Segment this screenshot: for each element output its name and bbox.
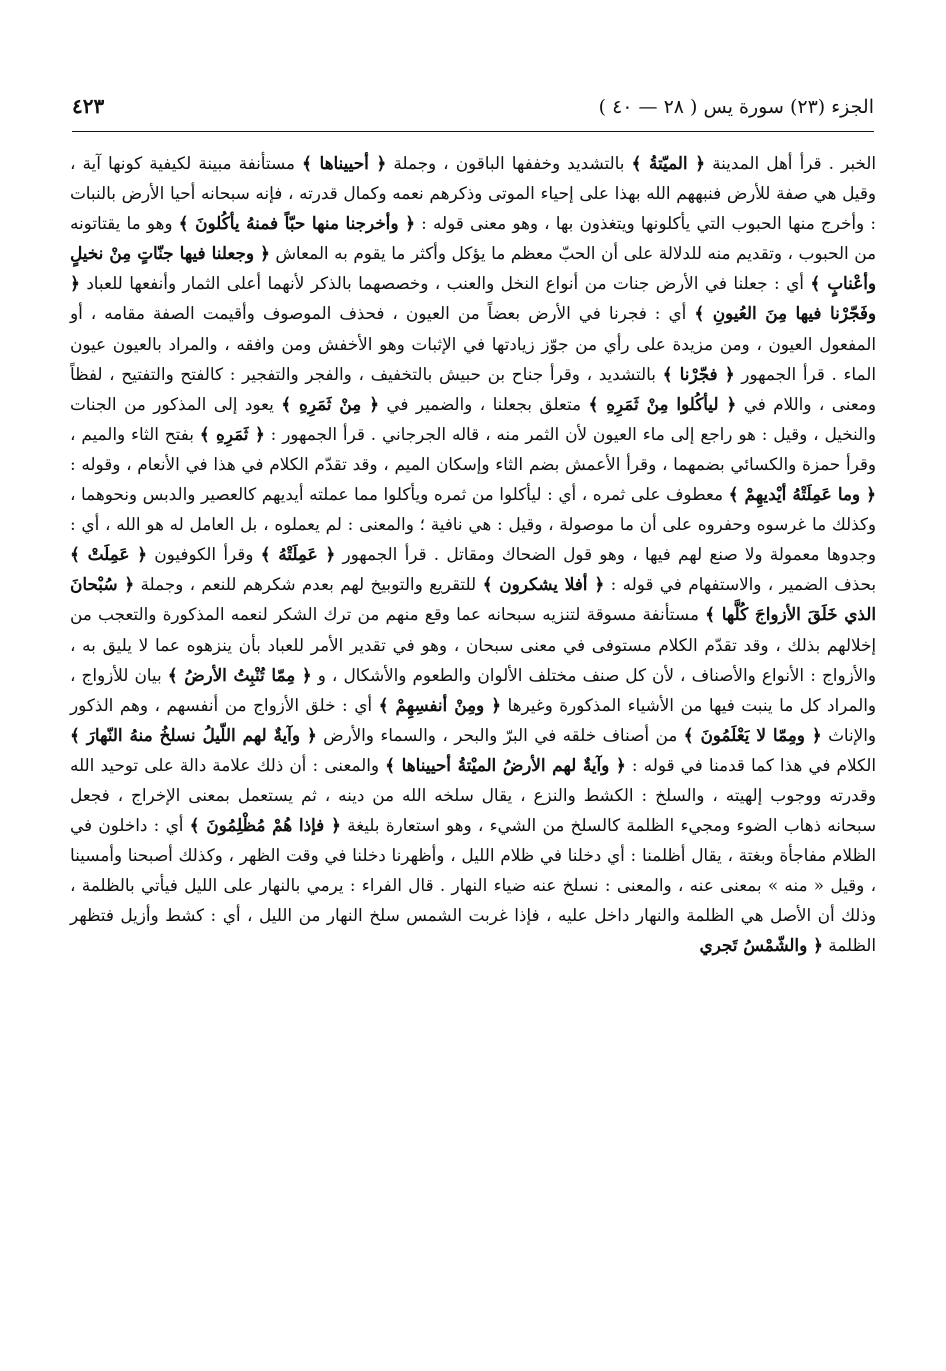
quran-quote: ﴿ وفَجّرْنا فيها مِنَ العُيونِ ﴾	[70, 273, 877, 324]
commentary-text: من أصناف خلقه في البرّ والبحر ، والسماء والأرض	[316, 724, 684, 745]
commentary-text: بالتشديد وخففها الباقون ، وجملة	[386, 153, 632, 173]
commentary-text: يعود إلى المذكور من الجنات والنخيل ، وقيل : هو راجع إلى ماء العيون لأن الثمر منه ، قاله الجرجاني . قرأ الجمهور :	[70, 393, 876, 444]
header-rule	[72, 131, 874, 132]
page-number: ٤٢٣	[72, 94, 105, 118]
commentary-text: الكلام في هذا كما قدمنا في قوله :	[625, 754, 876, 775]
quran-quote: ﴿ ومِنْ أنفسِهِمْ ﴾	[378, 694, 501, 715]
commentary-text: متعلق بجعلنا ، والضمير في	[378, 393, 589, 414]
quran-quote: ﴿ عَمِلَتْ ﴾	[70, 544, 147, 565]
body-text	[70, 148, 876, 961]
quran-quote: ﴿ فإذا هُمْ مُظْلِمُونَ ﴾	[189, 815, 341, 836]
commentary-text: أي : جعلنا في الأرض جنات من أنواع النخل والعنب ، وخصصهما بالذكر لأنهما أعلى الثمار وأنفعها للعباد	[79, 273, 811, 294]
quran-quote: ﴿ ومِمّا لا يَعْلَمُونَ ﴾	[683, 724, 822, 745]
quran-quote: ﴿ والشّمْسُ تَجري	[699, 935, 823, 956]
commentary-text: الخبر . قرأ أهل المدينة	[705, 153, 876, 173]
quran-quote: ﴿ الميّتةُ ﴾	[631, 153, 706, 173]
quran-quote: ﴿ وآيةٌ لهم الأرضُ الميْتةُ أحييناها ﴾	[385, 754, 626, 775]
commentary-text: والمعنى : أن ذلك علامة دالة على توحيد الله وقدرته ووجوب إلهيته ، والسلخ : الكشط والنزع ، يقال سلخه الله من دينه ، ثم يستعمل بمعنى الإخراج ، فجعل سبحانه ذهاب الضوء ومجيء الظلمة كالسلخ من الشيء ، وهو استعارة بليغة	[70, 754, 876, 836]
quran-quote: ﴿ سُبْحانَ الذي خَلَقَ الأزواجَ كُلَّها ﴾	[70, 574, 876, 625]
commentary-text: بفتح الثاء والميم ، وقرأ حمزة والكسائي بضمهما ، وقرأ الأعمش بضم الثاء وإسكان الميم ، وقد تقدّم الكلام في هذا في الأنعام ، وقوله :	[70, 423, 876, 474]
commentary-text: وهو ما يقتاتونه من الحبوب ، وتقديم منه للدلالة على أن الحبّ معظم ما يؤكل وأكثر ما يقوم به المعاش	[70, 213, 876, 264]
commentary-text: مستأنفة مبينة لكيفية كونها آية ، وقيل هي صفة للأرض فنبههم الله بهذا على إحياء الموتى وذكرهم نعمه وكمال قدرته ، فإنه سبحانه أحيا الأرض بالنبات : وأخرج منها الحبوب التي يأكلونها ويتغذون بها ، وهو معنى قوله :	[70, 153, 876, 234]
quran-quote: ﴿ أحييناها ﴾	[302, 153, 387, 173]
quran-quote: ﴿ وما عَمِلَتْهُ أيْديهِمْ ﴾	[728, 484, 876, 505]
quran-quote: ﴿ مِنْ ثَمَرِهِ ﴾	[281, 393, 379, 414]
commentary-text: أي : فجرنا في الأرض بعضاً من العيون ، فحذف الموصوف وأقيمت الصفة مقامه ، أو المفعول العيون ، ومن مزيدة على رأي من جوّز زيادتها في الإثبات وهو الأخفش ومن وافقه ، والمراد بالعيون عيون الماء . قرأ الجمهور	[70, 303, 876, 384]
running-header-title: الجزء (٢٣) سورة يس ( ٢٨ — ٤٠ )	[598, 96, 874, 118]
quran-quote: ﴿ ليأكُلوا مِنْ ثَمَرِهِ ﴾	[588, 393, 737, 414]
commentary-text: وقرأ الكوفيون	[146, 544, 261, 565]
commentary-text: بالتشديد ، وقرأ جناح بن حبيش بالتخفيف ، والفجر والتفجير : كالفتح والتفتيح ، لفظاً ومعنى ، واللام في	[70, 363, 876, 414]
page-header	[72, 84, 874, 132]
commentary-text: أي : خلق الأزواج من أنفسهم ، وهم الذكور والإناث	[70, 694, 876, 745]
quran-quote: ﴿ فجّرْنا ﴾	[662, 363, 735, 384]
quran-quote: ﴿ مِمّا تُنْبِتُ الأرضُ ﴾	[167, 664, 312, 685]
quran-quote: ﴿ عَمِلَتْهُ ﴾	[260, 544, 336, 565]
commentary-text: للتقريع والتوبيخ لهم بعدم شكرهم للنعم ، وجملة	[134, 574, 483, 595]
commentary-text: بيان للأزواج ، والمراد كل ما ينبت فيها من الأشياء المذكورة وغيرها	[70, 664, 876, 715]
quran-quote: ﴿ وجعلنا فيها جنّاتٍ مِنْ نخيلٍ وأعْنابٍ ﴾	[70, 243, 876, 294]
quran-quote: ﴿ وأخرجنا منها حبّاً فمنهُ يأكُلونَ ﴾	[178, 213, 415, 234]
commentary-text: أي : داخلون في الظلام مفاجأة وبغتة ، يقال أظلمنا : أي دخلنا في ظلام الليل ، وأظهرنا دخلنا في وقت الظهر ، وكذلك أصبحنا وأمسينا ، وقيل « منه » بمعنى عنه ، والمعنى : نسلخ عنه ضياء النهار . قال الفراء : يرمي بالنهار على الليل فيأتي بالظلمة ، وذلك أن الأصل هي الظلمة والنهار داخل عليه ، فإذا غربت الشمس سلخ النهار من الليل ، أي : كشط وأزيل فتظهر الظلمة	[70, 815, 876, 956]
quran-quote: ﴿ أفلا يشكرون ﴾	[482, 574, 605, 595]
quran-quote: ﴿ وآيةٌ لهم اللّيلُ نسلخُ منهُ النّهارَ ﴾	[70, 724, 317, 745]
quran-quote: ﴿ ثَمَرِهِ ﴾	[199, 423, 265, 444]
commentary-text: معطوف على ثمره ، أي : ليأكلوا من ثمره ويأكلوا مما عملته أيديهم كالعصير والدبس ونحوهما ، وكذلك ما غرسوه وحفروه على أن ما موصولة ، وقيل : هي نافية ؛ والمعنى : لم يعملوه ، بل العامل له هو الله ، أي : وجدوها معمولة ولا صنع لهم فيها ، وهو قول الضحاك ومقاتل . قرأ الجمهور	[70, 484, 876, 565]
commentary-text: بحذف الضمير ، والاستفهام في قوله :	[604, 574, 876, 595]
commentary-text: مستأنفة مسوقة لتنزيه سبحانه عما وقع منهم من ترك الشكر لنعمه المذكورة والتعجب من إخلالهم بذلك ، وقد تقدّم الكلام مستوفى في معنى سبحان ، وهو في تقدير الأمر للعباد بأن ينزهوه عما لا يليق به ، والأزواج : الأنواع والأصناف ، لأن كل صنف مختلف الألوان والطعوم والأشكال ، و	[70, 604, 877, 685]
